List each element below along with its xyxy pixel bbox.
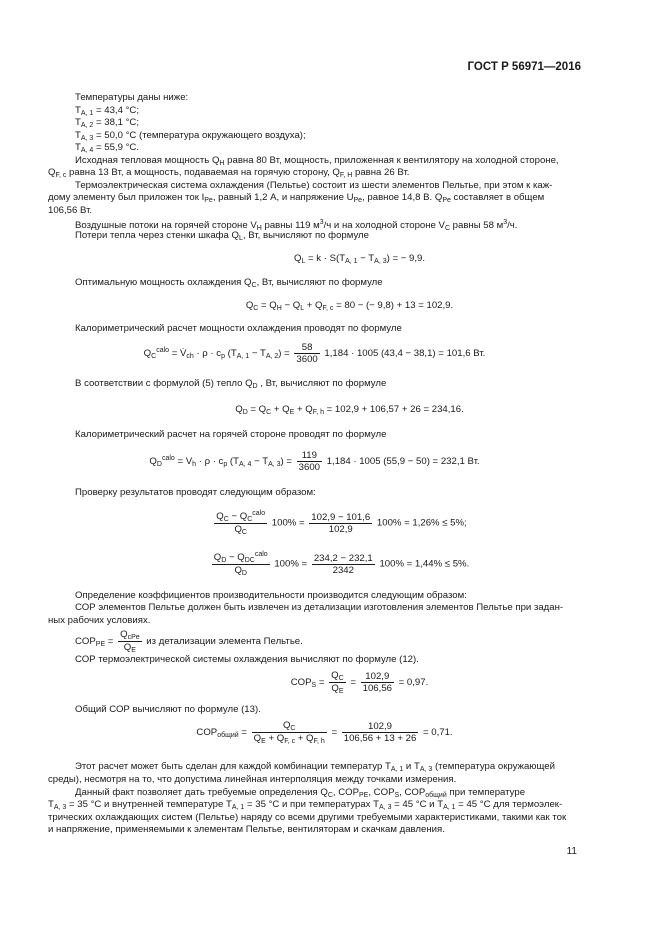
text-line: Определение коэффициентов производительности производится следующим образом: bbox=[75, 590, 467, 601]
text-line: и напряжение, применяемыми к элементам Пельтье, вентиляторам и скачкам давления. bbox=[48, 824, 445, 835]
text-line: Общий СОР вычисляют по формуле (13). bbox=[75, 704, 261, 715]
document-header: ГОСТ Р 56971—2016 bbox=[467, 61, 581, 73]
temperature-line: $T_{A, 3} = 50,0$ °C (температура окружающего воздуха); bbox=[75, 130, 306, 142]
text-line: Исходная тепловая мощность $Q_H$ равна 80 Вт, мощность, приложенная к вентилятору на холодной стороне, bbox=[75, 155, 559, 167]
text-line: ных рабочих условиях. bbox=[48, 615, 151, 626]
equation-heat-qd: $Q_D = Q_C + Q_E + Q_{F, h} = 102,9 + 106,57 + 26 = 234,16$. bbox=[235, 404, 464, 416]
text-line: Проверку результатов проводят следующим образом: bbox=[75, 487, 316, 498]
text-line: трических охлаждающих систем (Пельтье) наряду со всеми другими требуемыми характеристиками, такими как ток bbox=[48, 812, 567, 823]
text-line: Воздушные потоки на горячей стороне $V_H$ равны 119 $м^3/ч$ и на холодной стороне $V_C$ равны 58 $м^3/ч$. bbox=[75, 219, 518, 232]
equation-cop-total: $COP_{общий}$ = $\frac{Q_C}{Q_E + Q_{F, c} + Q_{F, h}}$ = $\frac{102,9}{106,56 + 13 + 26}$ = 0,71. bbox=[196, 720, 453, 745]
equation-cop-pe: $COP_{PE}$ = $\frac{Q_{cPe}}{Q_E}$ из детализации элемента Пельтье. bbox=[75, 629, 303, 654]
equation-check-qd: $\frac{Q_D - Q_{DC}^{calo}}{Q_D}$ 100% = $\frac{234,2 - 232,1}{2342}$ 100% = 1,44% ≤ 5%. bbox=[213, 551, 470, 577]
equation-check-qc: $\frac{Q_C - Q_C^{calo}}{Q_C}$ 100% = $\frac{102,9 - 101,6}{102,9}$ 100% = 1,26% ≤ 5%; bbox=[216, 510, 467, 536]
text-line: СОР термоэлектрической системы охлаждения вычисляют по формуле (12). bbox=[75, 654, 419, 665]
text-line: дому элементу был приложен ток $I_{Pe}$, равный 1,2 А, и напряжение $U_{Pe}$, равное 14,8 В. $Q_{Pe}$ составляет в общем bbox=[48, 192, 545, 204]
text-line: Данный факт позволяет дать требуемые определения $Q_C$, $COP_{PE}$, $COP_S$, $COP_{общий}$ при температуре bbox=[75, 787, 526, 799]
temperature-line: $T_{A, 2} = 38,1$ °C; bbox=[75, 117, 140, 129]
text-line: Термоэлектрическая система охлаждения (Пельтье) состоит из шести элементов Пельтье, при этом к каж- bbox=[75, 180, 553, 191]
text-line: Оптимальную мощность охлаждения $Q_C$, Вт, вычисляют по формуле bbox=[75, 277, 383, 289]
page-number: 11 bbox=[566, 846, 577, 857]
text-line: Калориметрический расчет мощности охлаждения проводят по формуле bbox=[75, 323, 402, 334]
equation-heat-loss: $Q_L = k \cdot S(T_{A, 1} - T_{A, 3})$ = − 9,9. bbox=[293, 253, 426, 265]
text-line: В соответствии с формулой (5) тепло $Q_D$ , Вт, вычисляют по формуле bbox=[75, 378, 387, 390]
text-line: $Q_{F, c}$ равна 13 Вт, а мощность, подаваемая на горячую сторону, $Q_{F, H}$ равна 26 Вт. bbox=[48, 167, 410, 179]
text-line: СОР элементов Пельтье должен быть извлечен из детализации изготовления элементов Пельтье при задан- bbox=[75, 602, 564, 613]
temperature-line: $T_{A, 1} = 43,4$ °C; bbox=[75, 105, 140, 117]
text-line: $T_{A, 3} = 35$ °C и внутренней температуре $T_{A, 1} = 35$ °C и при температурах $T_{A, 3} = 45$ °C и $T_{A, 1} = 45$ °C для термоэлек- bbox=[48, 799, 563, 811]
text-line: 106,56 Вт. bbox=[48, 205, 93, 216]
text-line: Потери тепла через стенки шкафа $Q_L$, Вт, вычисляют по формуле bbox=[75, 230, 369, 242]
temperature-line: $T_{A, 4} = 55,9$ °C. bbox=[75, 142, 140, 154]
equation-calorimetric-cold: $Q_C^{calo}$ = $V̇_{ch} \cdot \rho \cdot c_p$ $(T_{A, 1} - T_{A, 2})$ = $\frac{58}{3600}$ 1,184 · 1005 (43,4 − 38,1) = 101,6 Вт. bbox=[143, 342, 486, 365]
text-line: Температуры даны ниже: bbox=[75, 92, 189, 103]
text-line: Калориметрический расчет на горячей стороне проводят по формуле bbox=[75, 429, 387, 440]
equation-cop-s: $COP_S$ = $\frac{Q_C}{Q_E}$ = $\frac{102,9}{106,56}$ = 0,97. bbox=[290, 670, 429, 695]
equation-cooling-power: $Q_C = Q_H - Q_L + Q_{F, c} = 80$ − (− 9,8) + 13 = 102,9. bbox=[245, 300, 454, 312]
text-line: среды), несмотря на то, что допустима линейная интерполяция между точками измерения. bbox=[48, 774, 457, 785]
equation-calorimetric-hot: $Q_D^{calo} = V_h \cdot \rho \cdot c_p$ $(T_{A, 4} - T_{A, 3})$ = $\frac{119}{3600}$ 1,184 · 1005 (55,9 − 50) = 232,1 Вт. bbox=[149, 450, 480, 473]
text-line: Этот расчет может быть сделан для каждой комбинации температур $T_{A, 1}$ и $T_{A, 3}$ (температура окружающей bbox=[75, 761, 555, 773]
